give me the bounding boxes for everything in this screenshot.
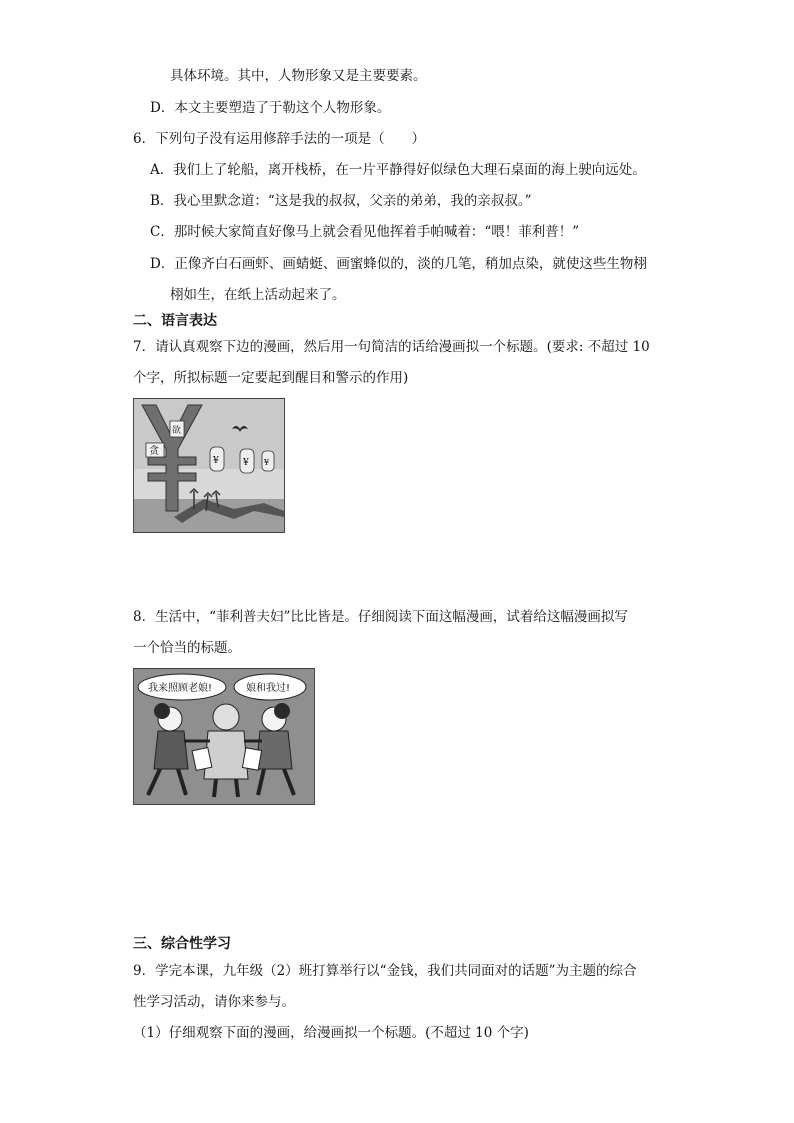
cartoon-siblings-image [133, 668, 315, 805]
q5-option-d: D．本文主要塑造了于勒这个人物形象。 [150, 100, 391, 116]
tomb-mark-2: ¥ [243, 458, 249, 468]
cartoon-greed-image [133, 398, 285, 533]
bubble-right-text: 娘和我过! [246, 683, 291, 694]
sign-right-text: 欲 [172, 426, 182, 436]
question-7-line2: 个字，所拟标题一定要起到醒目和警示的作用) [133, 370, 409, 386]
q6-option-b: B．我心里默念道：“这是我的叔叔，父亲的弟弟，我的亲叔叔。” [150, 193, 532, 209]
q6-option-d-line2: 栩如生，在纸上活动起来了。 [170, 287, 346, 303]
bubble-left-text: 我来照顾老娘! [148, 683, 213, 694]
section-2-heading: 二、语言表达 [133, 313, 217, 329]
section-3-heading: 三、综合性学习 [133, 936, 231, 952]
question-7-line1: 7．请认真观察下边的漫画，然后用一句简洁的话给漫画拟一个标题。(要求: 不超过 10 [133, 339, 650, 355]
question-8-line2: 一个恰当的标题。 [133, 640, 241, 656]
q6-option-a: A．我们上了轮船，离开栈桥，在一片平静得好似绿色大理石桌面的海上驶向远处。 [150, 162, 646, 178]
question-9-sub1: （1）仔细观察下面的漫画，给漫画拟一个标题。(不超过 10 个字) [133, 1025, 529, 1041]
q6-option-c: C．那时候大家简直好像马上就会看见他挥着手帕喊着：“喂！菲利普！” [150, 224, 580, 240]
q6-option-d-line1: D．正像齐白石画虾、画蜻蜓、画蜜蜂似的，淡的几笔，稍加点染，就使这些生物栩 [150, 256, 647, 272]
question-8-line1: 8．生活中，“菲利普夫妇”比比皆是。仔细阅读下面这幅漫画，试着给这幅漫画拟写 [133, 609, 628, 625]
q5-continuation: 具体环境。其中，人物形象又是主要要素。 [170, 68, 427, 84]
tomb-mark-1: ¥ [213, 456, 219, 466]
sign-left-text: 贪 [149, 446, 159, 457]
question-9-line1: 9．学完本课，九年级（2）班打算举行以“金钱，我们共同面对的话题”为主题的综合 [133, 963, 637, 979]
question-9-line2: 性学习活动，请你来参与。 [133, 994, 295, 1010]
question-6: 6．下列句子没有运用修辞手法的一项是（ ） [133, 131, 426, 147]
tomb-mark-3: ¥ [264, 458, 270, 467]
